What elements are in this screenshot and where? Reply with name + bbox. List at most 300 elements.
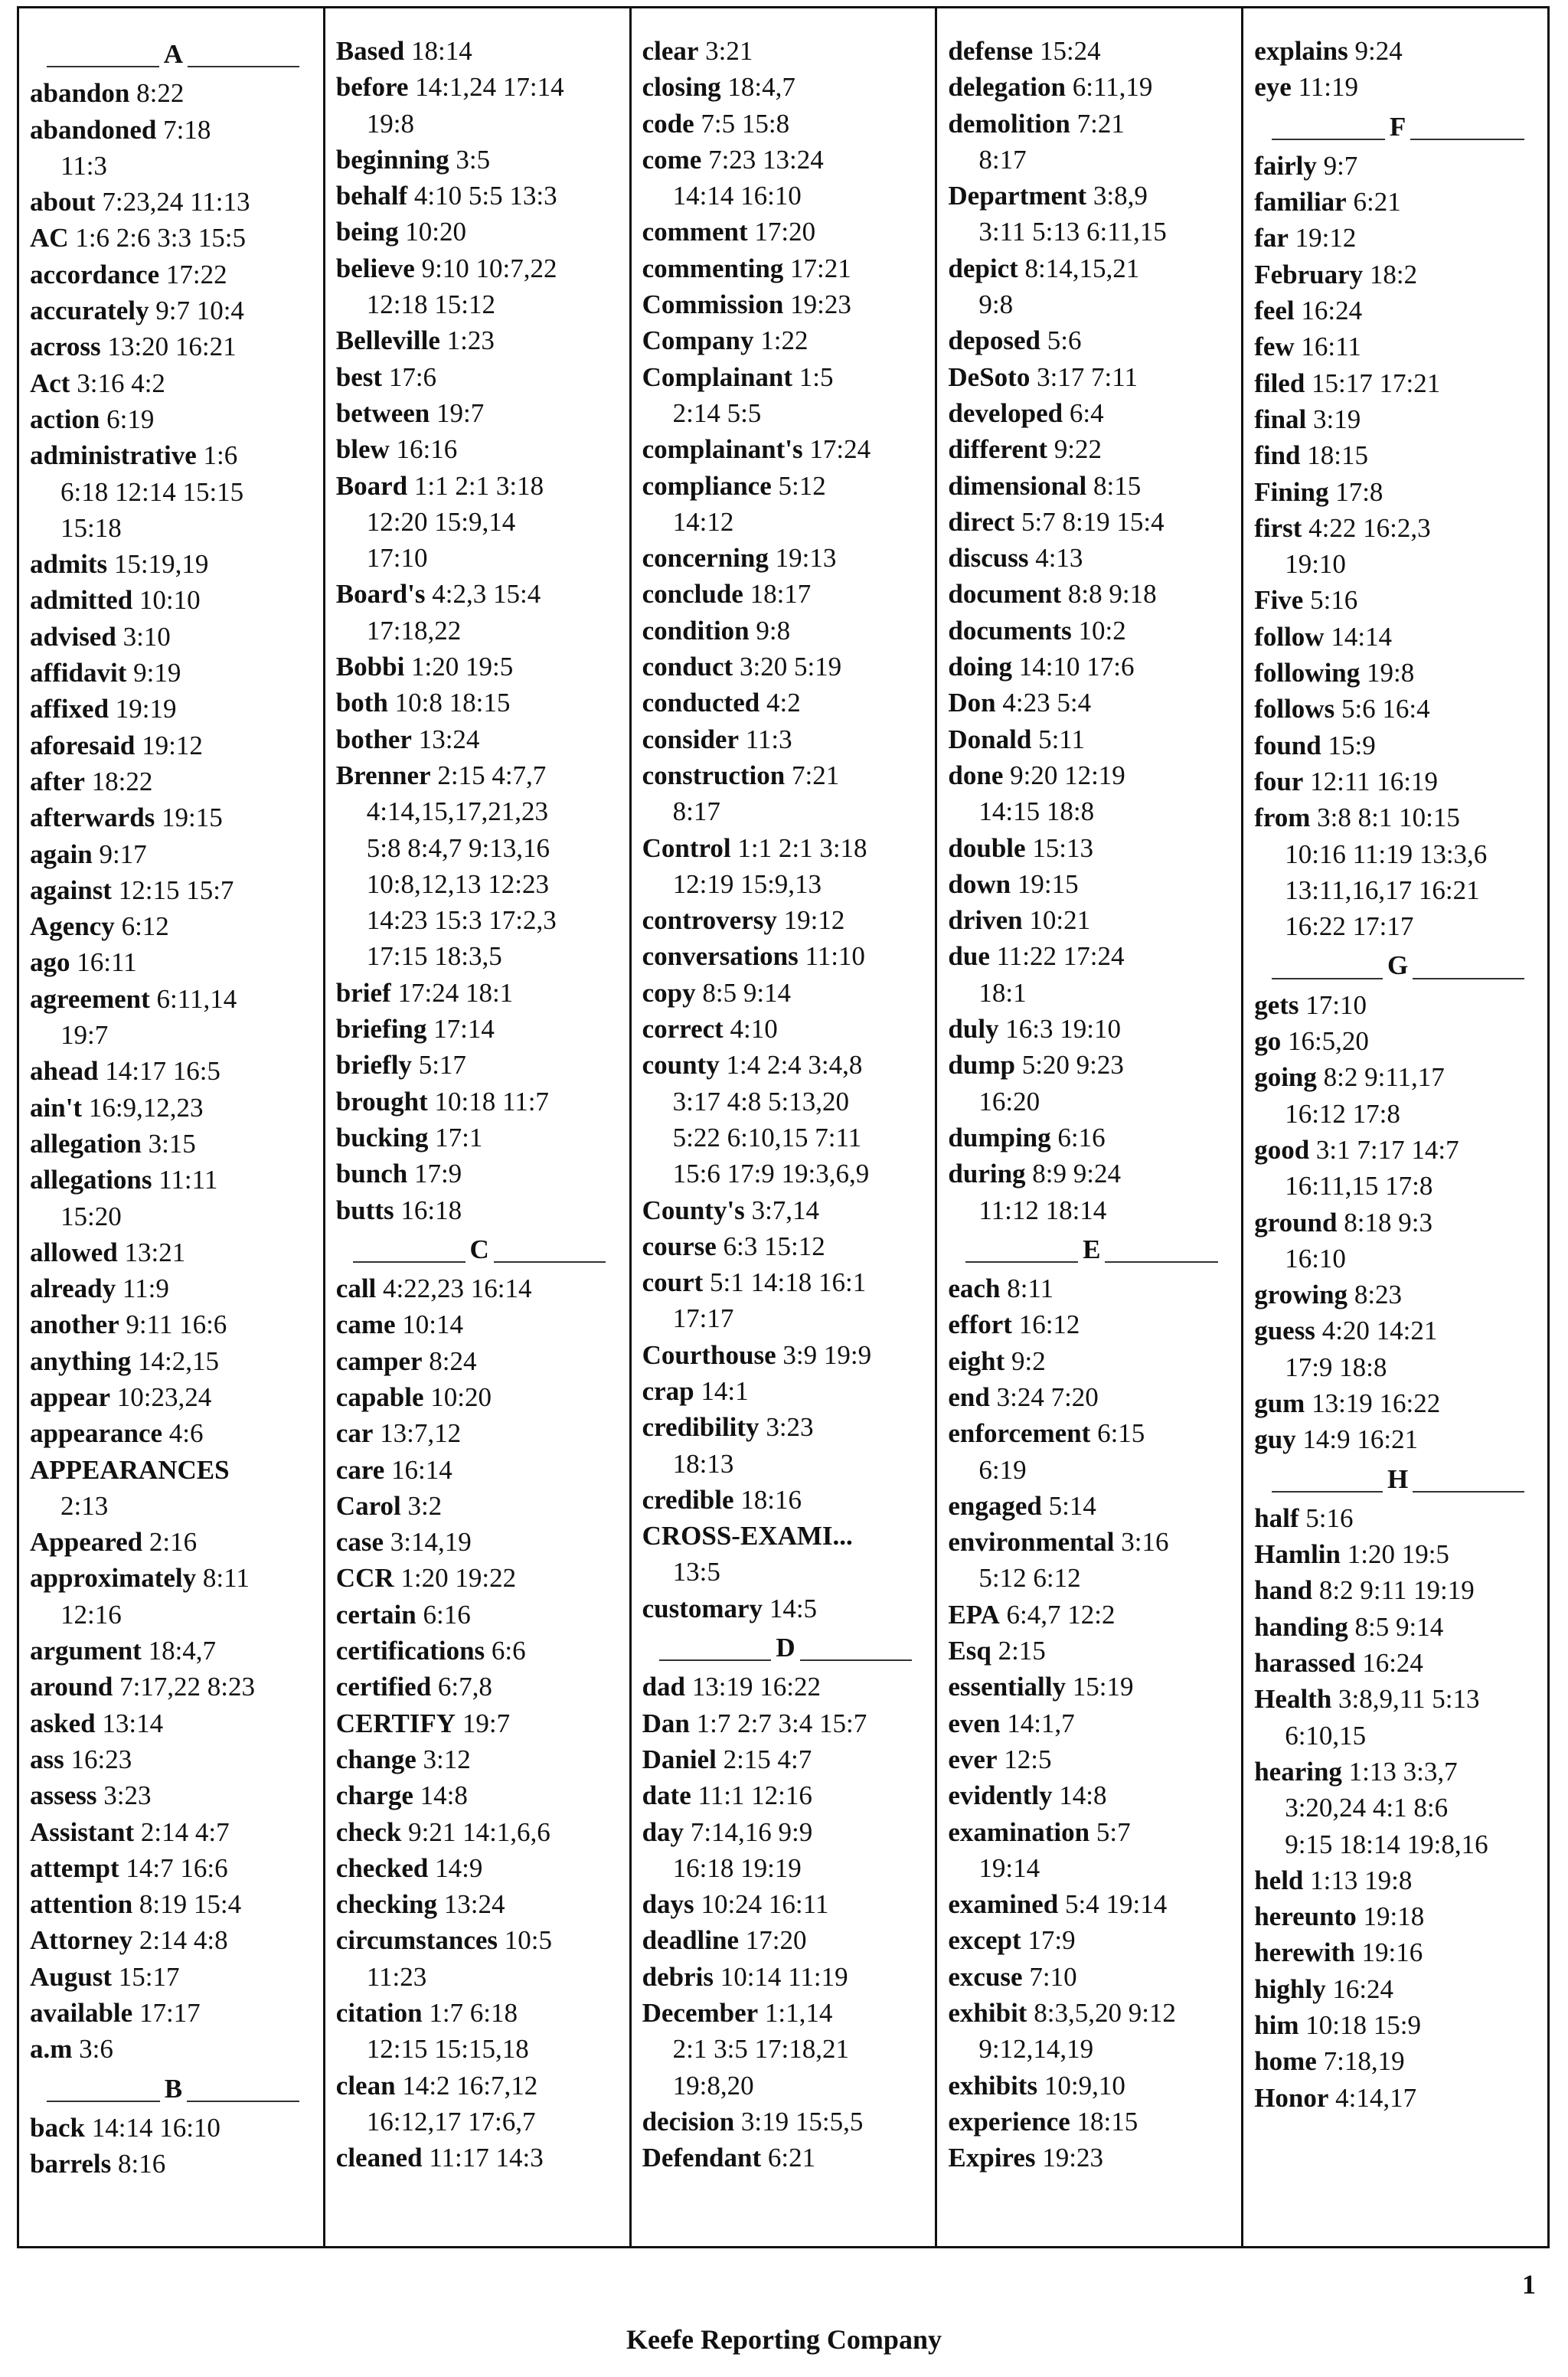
index-page-refs: 6:12 xyxy=(121,911,169,942)
index-page-refs: 4:10 xyxy=(730,1014,778,1045)
index-entry xyxy=(948,1959,1235,1995)
index-term: Dan xyxy=(642,1708,690,1738)
index-page-refs: 19:13 xyxy=(775,543,837,574)
index-page-refs: 3:12 xyxy=(423,1744,471,1774)
index-term: home xyxy=(1254,2046,1317,2077)
index-term: document xyxy=(948,579,1062,610)
index-term: four xyxy=(1254,766,1304,796)
index-page-refs: 5:4 19:14 xyxy=(1065,1889,1168,1920)
index-page-refs: 3:8,9 xyxy=(1093,181,1148,211)
index-page-refs: 10:24 16:11 xyxy=(701,1889,829,1920)
index-term: Hamlin xyxy=(1254,1539,1341,1570)
index-term: care xyxy=(335,1454,385,1485)
index-entry xyxy=(30,293,317,329)
index-entry xyxy=(1254,184,1541,220)
index-term: certifications xyxy=(335,1636,485,1666)
index-entry-continuation: 4:14,15,17,21,23 xyxy=(366,796,549,827)
index-term: accordance xyxy=(30,259,160,289)
index-page-refs: 5:16 xyxy=(1310,585,1358,616)
index-entry xyxy=(1254,365,1541,401)
index-entry xyxy=(948,757,1235,793)
index-page-refs: 8:16 xyxy=(118,2149,166,2179)
index-page-refs: 16:11 xyxy=(77,947,137,978)
index-page-refs: 5:6 xyxy=(1047,325,1082,356)
index-entry xyxy=(642,1995,929,2031)
index-term: feel xyxy=(1254,296,1295,326)
index-entry xyxy=(642,1047,929,1083)
index-page-refs: 10:5 xyxy=(504,1925,553,1956)
index-page-refs: 1:7 6:18 xyxy=(429,1998,518,2029)
index-entry xyxy=(948,1488,1235,1524)
index-page-refs: 6:19 xyxy=(106,404,155,434)
index-page-refs: 4:6 xyxy=(168,1418,204,1449)
index-term: familiar xyxy=(1254,187,1347,217)
index-entry xyxy=(1254,1898,1541,1934)
index-page-refs: 14:9 xyxy=(435,1852,483,1883)
index-term: August xyxy=(30,1961,112,1992)
index-term: evidently xyxy=(948,1780,1053,1811)
index-page-refs: 9:20 12:19 xyxy=(1010,760,1125,790)
index-term: clean xyxy=(335,2070,396,2101)
index-entry-continuation: 19:10 xyxy=(1285,549,1346,580)
index-entry xyxy=(642,1482,929,1518)
index-page-refs: 5:12 xyxy=(778,470,826,501)
index-entry xyxy=(948,1597,1235,1633)
index-term: each xyxy=(948,1274,1001,1304)
index-page-refs: 15:9 xyxy=(1328,730,1376,760)
index-term: closing xyxy=(642,72,721,103)
index-page-refs: 6:3 15:12 xyxy=(723,1231,825,1261)
index-page-refs: 15:19 xyxy=(1072,1672,1134,1702)
index-entry xyxy=(1254,1421,1541,1457)
index-page-refs: 8:11 xyxy=(202,1563,250,1594)
index-page-refs: 17:22 xyxy=(165,259,227,289)
index-entry xyxy=(642,1264,929,1300)
index-entry-continuation: 2:1 3:5 17:18,21 xyxy=(672,2034,850,2065)
index-term: Board's xyxy=(335,579,426,610)
index-entry xyxy=(642,649,929,685)
index-entry xyxy=(336,468,623,504)
index-term: came xyxy=(335,1309,396,1340)
index-term: from xyxy=(1254,803,1311,833)
index-page-refs: 7:18 xyxy=(163,114,211,145)
index-term: Based xyxy=(335,36,405,66)
index-page-refs: 5:6 16:4 xyxy=(1341,694,1430,724)
index-page-refs: 3:23 xyxy=(103,1780,152,1811)
index-term: change xyxy=(335,1744,416,1774)
index-entry-continuation: 16:20 xyxy=(978,1086,1040,1117)
index-entry xyxy=(1254,619,1541,655)
index-entry xyxy=(948,1156,1235,1192)
index-entry xyxy=(336,1850,623,1886)
index-term: affixed xyxy=(30,694,109,724)
index-entry-continuation: 18:1 xyxy=(978,977,1027,1008)
index-entry xyxy=(336,1120,623,1156)
index-page-refs: 5:17 xyxy=(418,1050,466,1081)
index-page-refs: 13:7,12 xyxy=(380,1418,462,1449)
index-entry xyxy=(948,721,1235,757)
index-entry xyxy=(30,1633,317,1669)
index-term: beginning xyxy=(335,144,449,175)
index-entry xyxy=(948,1379,1235,1415)
index-page-refs: 10:9,10 xyxy=(1044,2070,1125,2101)
index-term: guy xyxy=(1254,1424,1296,1455)
index-entry-continuation: 19:14 xyxy=(978,1852,1040,1883)
index-entry xyxy=(1254,293,1541,329)
index-term: conduct xyxy=(642,652,733,682)
index-entry xyxy=(948,431,1235,467)
index-term: call xyxy=(335,1274,377,1304)
index-page-refs: 1:23 xyxy=(446,325,495,356)
index-term: construction xyxy=(642,760,786,790)
index-entry-continuation: 19:8 xyxy=(366,108,415,139)
index-page-refs: 8:14,15,21 xyxy=(1024,253,1140,283)
index-entry-continuation: 3:11 5:13 6:11,15 xyxy=(978,217,1167,247)
index-page-refs: 19:23 xyxy=(790,289,851,320)
index-term: engaged xyxy=(948,1490,1042,1521)
index-page-refs: 6:6 xyxy=(491,1636,526,1666)
index-entry xyxy=(642,2104,929,2140)
index-entry xyxy=(948,613,1235,649)
index-entry-continuation: 10:8,12,13 12:23 xyxy=(366,868,549,899)
index-term: experience xyxy=(948,2106,1070,2137)
index-term: attention xyxy=(30,1889,133,1920)
index-page-refs: 17:20 xyxy=(745,1925,807,1956)
index-term: deposed xyxy=(948,325,1040,356)
index-term: butts xyxy=(335,1195,394,1225)
index-term: herewith xyxy=(1254,1937,1355,1968)
index-term: discuss xyxy=(948,543,1029,574)
index-term: conclude xyxy=(642,579,743,610)
index-term: crap xyxy=(642,1375,694,1406)
index-page-refs: 3:7,14 xyxy=(751,1195,820,1225)
index-page-refs: 6:4 xyxy=(1069,397,1104,428)
index-entry xyxy=(30,1452,317,1488)
index-entry xyxy=(948,1922,1235,1958)
index-term: Don xyxy=(948,688,996,718)
index-page-refs: 16:16 xyxy=(396,434,458,465)
index-entry xyxy=(642,106,929,142)
index-entry xyxy=(336,322,623,358)
index-term: Esq xyxy=(948,1636,991,1666)
index-page-refs: 10:18 15:9 xyxy=(1305,2010,1421,2041)
index-page-refs: 5:7 8:19 15:4 xyxy=(1021,506,1165,537)
index-page-refs: 8:3,5,20 9:12 xyxy=(1034,1998,1176,2029)
index-term: doing xyxy=(948,652,1013,682)
index-page-refs: 1:4 2:4 3:4,8 xyxy=(726,1050,863,1081)
index-entry-continuation: 9:8 xyxy=(978,289,1014,320)
section-letter: H xyxy=(1383,1464,1413,1494)
index-entry xyxy=(642,2140,929,2176)
index-page-refs: 18:2 xyxy=(1369,259,1418,289)
index-page-refs: 3:8 8:1 10:15 xyxy=(1317,803,1460,833)
index-entry xyxy=(642,1591,929,1627)
index-page-refs: 14:1 xyxy=(701,1375,749,1406)
index-term: hand xyxy=(1254,1575,1313,1606)
section-letter-heading xyxy=(1254,947,1541,983)
index-term: attempt xyxy=(30,1852,119,1883)
index-page-refs: 1:1 2:1 3:18 xyxy=(413,470,544,501)
index-term: Attorney xyxy=(30,1925,133,1956)
index-entry xyxy=(642,69,929,105)
index-page-refs: 18:15 xyxy=(1307,440,1368,471)
index-term: different xyxy=(948,434,1047,465)
index-term: found xyxy=(1254,730,1321,760)
index-entry-continuation: 9:15 18:14 19:8,16 xyxy=(1285,1829,1488,1859)
index-page-refs: 19:8 xyxy=(1367,658,1415,688)
index-entry xyxy=(642,431,929,467)
index-page-refs: 17:20 xyxy=(754,217,816,247)
index-page-refs: 8:8 9:18 xyxy=(1067,579,1157,610)
index-entry xyxy=(336,359,623,395)
index-term: follow xyxy=(1254,621,1325,652)
index-entry-continuation: 17:10 xyxy=(366,543,428,574)
index-entry xyxy=(336,2140,623,2176)
index-page-refs: 19:23 xyxy=(1042,2143,1103,2173)
index-term: come xyxy=(642,144,702,175)
index-page-refs: 10:20 xyxy=(430,1381,492,1412)
index-term: find xyxy=(1254,440,1301,471)
index-page-refs: 3:14,19 xyxy=(390,1527,472,1558)
index-page-refs: 13:19 16:22 xyxy=(1312,1388,1441,1418)
index-term: exhibit xyxy=(948,1998,1027,2029)
index-term: Brenner xyxy=(335,760,431,790)
index-column-2 xyxy=(325,8,632,2246)
index-entry-continuation: 17:18,22 xyxy=(366,615,462,646)
index-page-refs: 11:3 xyxy=(745,724,792,754)
index-entry xyxy=(30,727,317,763)
index-page-refs: 8:24 xyxy=(429,1345,477,1376)
index-page-refs: 14:9 16:21 xyxy=(1302,1424,1419,1455)
index-entry xyxy=(948,685,1235,721)
index-page-refs: 3:20 5:19 xyxy=(739,652,842,682)
index-page-refs: 19:19 xyxy=(115,694,177,724)
index-entry-continuation: 16:11,15 17:8 xyxy=(1285,1171,1433,1202)
index-entry xyxy=(30,2146,317,2182)
index-page-refs: 7:10 xyxy=(1029,1961,1077,1992)
index-term: defense xyxy=(948,36,1034,66)
index-term: course xyxy=(642,1231,717,1261)
section-letter: C xyxy=(466,1234,494,1264)
index-entry-continuation: 16:12,17 17:6,7 xyxy=(366,2106,536,2137)
index-entry xyxy=(1254,582,1541,618)
index-page-refs: 19:15 xyxy=(162,803,223,833)
index-page-refs: 19:12 xyxy=(783,905,845,936)
index-entry xyxy=(1254,1971,1541,2007)
section-letter-heading xyxy=(30,36,317,72)
index-term: court xyxy=(642,1267,704,1298)
index-entry xyxy=(30,691,317,727)
index-term: good xyxy=(1254,1134,1310,1165)
index-page-refs: 9:7 10:4 xyxy=(155,296,244,326)
index-entry xyxy=(336,1669,623,1705)
index-column-3 xyxy=(632,8,938,2246)
index-term: Control xyxy=(642,832,731,863)
index-term: highly xyxy=(1254,1973,1326,2004)
index-term: dimensional xyxy=(948,470,1087,501)
index-page-refs: 18:16 xyxy=(740,1484,802,1515)
index-page-refs: 18:22 xyxy=(91,766,153,796)
index-entry xyxy=(30,799,317,835)
index-page-refs: 9:11 16:6 xyxy=(126,1309,227,1340)
index-term: before xyxy=(335,72,409,103)
index-term: checked xyxy=(335,1852,429,1883)
index-page-refs: 8:9 9:24 xyxy=(1032,1159,1121,1189)
index-entry xyxy=(1254,1645,1541,1681)
page-number: 1 xyxy=(1522,2269,1536,2300)
index-term: aforesaid xyxy=(30,730,136,760)
index-term: February xyxy=(1254,259,1364,289)
index-term: assess xyxy=(30,1780,97,1811)
index-entry xyxy=(336,33,623,69)
index-page-refs: 17:10 xyxy=(1305,989,1367,1020)
index-term: going xyxy=(1254,1062,1317,1093)
index-page-refs: 8:18 9:3 xyxy=(1344,1207,1432,1238)
index-entry xyxy=(948,1047,1235,1083)
index-page-refs: 17:14 xyxy=(433,1014,495,1045)
index-page-refs: 16:18 xyxy=(400,1195,462,1225)
index-entry xyxy=(948,866,1235,902)
index-term: credibility xyxy=(642,1412,760,1443)
index-entry xyxy=(30,1886,317,1922)
index-page-refs: 16:12 xyxy=(1018,1309,1080,1340)
index-term: driven xyxy=(948,905,1023,936)
index-term: final xyxy=(1254,404,1307,434)
index-term: Belleville xyxy=(335,325,440,356)
index-term: ahead xyxy=(30,1056,99,1087)
index-entry xyxy=(336,1705,623,1741)
index-term: clear xyxy=(642,36,699,66)
index-page-refs: 8:22 xyxy=(136,78,185,109)
index-page-refs: 19:18 xyxy=(1363,1901,1425,1932)
index-term: held xyxy=(1254,1865,1304,1895)
index-term: excuse xyxy=(948,1961,1023,1992)
index-page-refs: 4:23 5:4 xyxy=(1002,688,1092,718)
index-entry-continuation: 8:17 xyxy=(672,796,720,827)
index-term: day xyxy=(642,1816,684,1847)
index-entry xyxy=(30,655,317,691)
index-entry xyxy=(336,1524,623,1560)
index-page-refs: 3:15 xyxy=(148,1128,196,1159)
index-entry xyxy=(642,1705,929,1741)
index-term: even xyxy=(948,1708,1001,1738)
index-entry xyxy=(642,286,929,322)
index-page-refs: 11:11 xyxy=(158,1165,218,1195)
index-term: agreement xyxy=(30,983,150,1014)
section-letter-heading xyxy=(1254,1461,1541,1497)
index-entry xyxy=(948,830,1235,866)
index-entry xyxy=(642,1373,929,1409)
index-entry-continuation: 17:17 xyxy=(672,1303,734,1334)
index-page-refs: 14:14 16:10 xyxy=(91,2112,220,2143)
index-entry-continuation: 15:18 xyxy=(60,512,122,543)
index-entry xyxy=(30,2110,317,2146)
index-term: commenting xyxy=(642,253,784,283)
index-entry xyxy=(30,220,317,256)
index-page-refs: 19:12 xyxy=(1295,223,1357,253)
index-entry xyxy=(642,250,929,286)
index-term: harassed xyxy=(1254,1648,1356,1679)
index-page-refs: 16:3 19:10 xyxy=(1005,1014,1121,1045)
index-page-refs: 7:5 15:8 xyxy=(701,108,790,139)
index-entry xyxy=(1254,2007,1541,2043)
index-entry-continuation: 2:14 5:5 xyxy=(672,397,762,428)
index-page-refs: 9:7 xyxy=(1323,150,1358,181)
index-entry xyxy=(30,1959,317,1995)
index-entry xyxy=(1254,437,1541,473)
index-term: explains xyxy=(1254,36,1348,66)
index-entry xyxy=(948,1270,1235,1306)
index-page-refs: 13:24 xyxy=(443,1889,505,1920)
index-entry xyxy=(336,1488,623,1524)
index-term: compliance xyxy=(642,470,772,501)
index-page-refs: 7:14,16 9:9 xyxy=(690,1816,813,1847)
index-term: available xyxy=(30,1998,133,2029)
index-term: Defendant xyxy=(642,2143,762,2173)
index-term: condition xyxy=(642,615,750,646)
index-entry xyxy=(1254,1500,1541,1536)
index-entry xyxy=(948,1995,1235,2031)
index-term: exhibits xyxy=(948,2070,1038,2101)
section-letter-heading xyxy=(948,1231,1235,1267)
index-page-refs: 10:2 xyxy=(1078,615,1126,646)
index-page-refs: 9:19 xyxy=(133,658,181,688)
index-entry xyxy=(30,1379,317,1415)
index-page-refs: 17:6 xyxy=(388,361,437,392)
index-page-refs: 3:19 15:5,5 xyxy=(740,2106,864,2137)
index-entry xyxy=(30,1922,317,1958)
index-entry xyxy=(30,1306,317,1342)
index-term: dumping xyxy=(948,1122,1051,1153)
index-term: hearing xyxy=(1254,1756,1342,1787)
index-page-refs: 5:1 14:18 16:1 xyxy=(710,1267,867,1298)
section-letter-heading xyxy=(1254,109,1541,145)
index-page-refs: 7:23,24 11:13 xyxy=(102,187,250,217)
index-term: blew xyxy=(335,434,390,465)
index-page-refs: 1:6 xyxy=(203,440,238,471)
index-term: Company xyxy=(642,325,754,356)
index-page-refs: 9:24 xyxy=(1354,36,1403,66)
index-entry xyxy=(948,395,1235,431)
index-entry xyxy=(30,1343,317,1379)
index-term: customary xyxy=(642,1593,763,1623)
index-entry-continuation: 14:12 xyxy=(672,506,734,537)
index-page-refs: 6:21 xyxy=(767,2143,816,2173)
index-page-refs: 3:16 xyxy=(1121,1527,1169,1558)
index-term: far xyxy=(1254,223,1289,253)
index-entry xyxy=(30,2031,317,2067)
index-entry xyxy=(1254,257,1541,293)
index-page-refs: 3:23 xyxy=(766,1412,814,1443)
index-term: both xyxy=(335,688,388,718)
index-page-refs: 3:10 xyxy=(122,621,171,652)
section-letter: F xyxy=(1385,112,1410,142)
index-entry xyxy=(642,902,929,938)
index-page-refs: 14:14 xyxy=(1331,621,1393,652)
index-entry xyxy=(30,1560,317,1596)
index-page-refs: 11:19 xyxy=(1298,72,1358,103)
index-page-refs: 16:9,12,23 xyxy=(88,1092,204,1123)
index-entry xyxy=(336,1452,623,1488)
index-term: behalf xyxy=(335,181,408,211)
index-entry xyxy=(1254,1934,1541,1970)
index-entry xyxy=(30,1777,317,1813)
index-entry xyxy=(336,1995,623,2031)
index-term: Board xyxy=(335,470,408,501)
index-term: charge xyxy=(335,1780,413,1811)
index-page-refs: 10:21 xyxy=(1029,905,1091,936)
index-entry xyxy=(642,1228,929,1264)
